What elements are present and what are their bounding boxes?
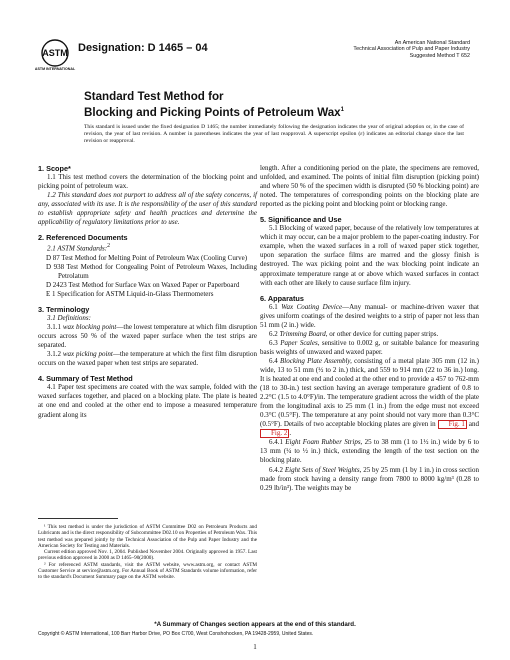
right-column — [260, 164, 479, 493]
reference-item: E 1 Specification for ASTM Liquid-in-Glass Thermometers — [46, 289, 214, 298]
reference-item: D 87 Test Method for Melting Point of Petroleum Wax (Cooling Curve) — [46, 253, 248, 262]
footnote-ref: 1 — [340, 106, 344, 113]
org-line: Suggested Method T 652 — [409, 52, 470, 59]
paragraph: 6.4.2 Eight Sets of Steel Weights, 25 by 25 mm (1 by 1 in.) in cross section made from stock having a density range from 7800 to 8000 kg/m³ (0.28 to 0.29 lb/in³). The weights may be — [260, 465, 480, 492]
title-line-1: Standard Test Method for — [84, 90, 224, 103]
paragraph: 3.1 Definitions: — [47, 314, 91, 323]
paragraph: length. After a conditioning period on the plate, the specimens are removed, unfolded, and examined. The points of initial film disruption (picking point) and where 50 % of the specimen width is disrupted (50 % blocking point) are noted. The temperatures of corresponding points on the blocking plate are reported as the picking point and blocking point or blocking range. — [260, 164, 479, 209]
footnote: ² For referenced ASTM standards, visit the ASTM website, www.astm.org, or contact ASTM Customer Service at service@astm.org. For Annual Book of ASTM Standards volume information, refer to the standard's Document Summary page on the ASTM website. — [38, 561, 257, 581]
paragraph: 6.1 Wax Coating Device—Any manual- or machine-driven waxer that gives uniform coatings of the desired weights to a strip of paper not less than 51 mm (2 in.) wide. — [260, 302, 479, 329]
footnote: ¹ This test method is under the jurisdiction of ASTM Committee D02 on Petroleum Products and Lubricants and is the direct responsibility of Subcommittee D02.10 on Properties of Petroleum Wax. This test method was prepared jointly by the Technical Association of the Pulp and Paper Industry and the American Society for Testing and Materials. — [38, 524, 257, 549]
paragraph: 2.1 ASTM Standards:$^2$ — [47, 243, 111, 253]
section-heading: 3. Terminology — [38, 304, 90, 314]
document-title — [84, 90, 344, 119]
footnotes — [38, 518, 257, 581]
reference-item: D 2423 Test Method for Surface Wax on Waxed Paper or Paperboard — [46, 280, 240, 289]
astm-logo-icon — [34, 38, 76, 72]
paragraph: 6.3 Paper Scales, sensitive to 0.002 g, or suitable balance for measuring basis weights of unwaxed and waxed paper. — [260, 338, 479, 356]
summary-of-changes-note: *A Summary of Changes section appears at the end of this standard. — [154, 621, 356, 628]
paragraph: 6.4 Blocking Plate Assembly, consisting of a metal plate 305 mm (12 in.) wide, 13 to 51 mm (½ to 2 in.) thick, and 559 to 914 mm (22 to 36 in.) long. It is heated at one end and cooled at the other end to provide a 457 to 762-mm (18 to 30-in.) test section having an average temperature gradient of 0.8 to 2.2°C (1.5 to 4.0°F)/in. The temperature gradient across the width of the plate from the longitudinal axis to 25 mm (1 in.) from the edge must not exceed 0.3°C (0.5°F). The temperature at any point should not vary more than 0.3°C (0.5°F). Details of two acceptable blocking plates are given in Fig. 1 and Fig. 2 . — [260, 356, 479, 438]
section-heading: 2. Referenced Documents — [38, 233, 128, 243]
section-heading: 5. Significance and Use — [260, 215, 342, 225]
paragraph: 1.1 This test method covers the determination of the blocking point and picking point of petroleum wax. — [38, 173, 257, 191]
paragraph: 6.4.1 Eight Foam Rubber Strips, 25 to 38 mm (1 to 1½ in.) wide by 6 to 13 mm (¼ to ½ in.) thick, extending the length of the test section on the blocking plate. — [260, 438, 479, 465]
paragraph: 4.1 Paper test specimens are coated with the wax sample, folded with the waxed surfaces together, and placed on a blocking plate. The plate is heated at one end and cooled at the other end to impose a measured temperature gradient along its — [38, 383, 257, 419]
copyright: Copyright © ASTM International, 100 Barr Harbor Drive, PO Box C700, West Conshohocken, PA 19428-2959, United States. — [38, 631, 314, 637]
org-line: Technical Association of Pulp and Paper Industry — [353, 46, 470, 53]
definition: 3.1.2 wax picking point—the temperature at which the first film disruption occurs on the waxed paper when test strips are separated. — [38, 350, 257, 368]
section-heading: 4. Summary of Test Method — [38, 374, 133, 384]
footnote: Current edition approved Nov. 1, 2004. Published November 2004. Originally approved in 1957. Last previous edition approved in 2000 as D 1465–90(2000). — [38, 549, 257, 562]
title-line-2: Blocking and Picking Points of Petroleum Wax — [84, 105, 341, 119]
paragraph: 1.2 This standard does not purport to address all of the safety concerns, if any, associated with its use. It is the responsibility of the user of this standard to establish appropriate safety and health practices and determine the applicability of regulatory limitations prior to use. — [38, 191, 257, 227]
reference-item: D 938 Test Method for Congealing Point of Petroleum Waxes, Including Petrolatum — [46, 262, 257, 280]
left-column — [38, 164, 257, 420]
org-line: An American National Standard — [394, 40, 470, 46]
paragraph: 5.1 Blocking of waxed paper, because of the relatively low temperatures at which it may occur, can be a major problem to the paper-coating industry. For example, when the waxed surfaces in a roll of waxed paper stick together, upon separation the surface films are marred and the glossy finish is destroyed. The wax picking point and the wax blocking point indicate an approximate temperature range at or above which waxed surfaces in contact with each other are likely to cause surface film injury. — [260, 224, 479, 287]
page-number: 1 — [253, 643, 257, 651]
publisher-block — [353, 40, 470, 59]
definition: 3.1.1 wax blocking point—the lowest temperature at which film disruption occurs across 50 % of the waxed paper surface when the test strips are separated. — [38, 323, 258, 350]
issuance-note: This standard is issued under the fixed designation D 1465; the number immediately following the designation indicates the year of original adoption or, in the case of revision, the year of last revision. A number in parentheses indicates the year of last reapproval. A superscript epsilon (ε) indicates an editorial change since the last revision or reapproval. — [84, 124, 464, 144]
designation: Designation: D 1465 – 04 — [78, 42, 208, 54]
paragraph: 6.2 Trimming Board, or other device for cutting paper strips. — [269, 329, 439, 338]
svg-text:ASTM INTERNATIONAL: ASTM INTERNATIONAL — [34, 67, 76, 71]
svg-text:ASTM: ASTM — [42, 48, 68, 58]
footnote-divider — [38, 518, 118, 519]
section-heading: 1. Scope* — [38, 164, 71, 173]
section-heading: 6. Apparatus — [260, 293, 304, 303]
figure-1-link[interactable]: Fig. 1 — [438, 420, 467, 429]
figure-2-link[interactable]: Fig. 2 — [260, 429, 289, 438]
